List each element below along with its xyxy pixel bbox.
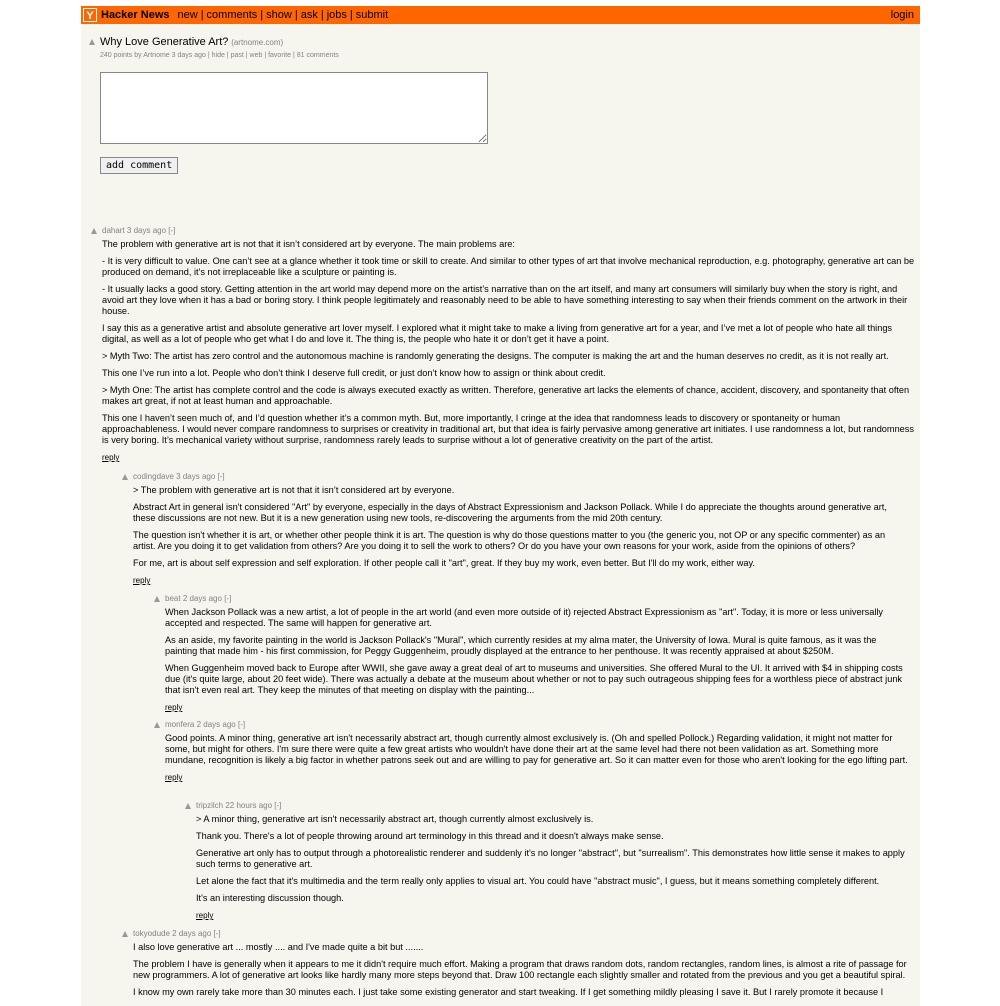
comment-text: When Guggenheim moved back to Europe after WWII, she gave away a great deal of art to museums and universities. She offered Mural to the UI. It arrived with $4 in shipping costs due (it's quite large, about 20 feet wide). There was actually a debate at the museum about whether or not to pay such outrageous shipping fees for a worthless piece of abstract junk that isn't even real art. They keep the minutes of that meeting on display with the painting... bbox=[165, 663, 903, 695]
collapse-toggle[interactable]: [-] bbox=[213, 929, 221, 938]
comment-age[interactable]: 3 days ago bbox=[126, 226, 167, 235]
comment-text: Abstract Art in general isn't considered "Art" by everyone, especially in the days of Abstract Expressionism and Jackson Pollack. While I do appreciate the thoughts around generative art, these discussions are not new. But it is a new generation using new tools, re-discovering the arguments from the mid 20th century. bbox=[133, 502, 887, 523]
story-user[interactable]: Artnome bbox=[143, 52, 170, 59]
reply-link[interactable]: reply bbox=[165, 703, 183, 712]
story-favorite[interactable]: favorite bbox=[268, 52, 292, 59]
comment-age[interactable]: 2 days ago bbox=[196, 720, 236, 729]
collapse-toggle[interactable]: [-] bbox=[237, 720, 246, 729]
comment-text: - It is very difficult to value. One can’t see at a glance whether it took time or skill to create. And similar to other types of art that involve mechanical reproduction, e.g. photography, generative art can be produced on demand, it’s not irreplaceable like a sculpture or painting is. bbox=[102, 256, 915, 277]
comment-text: As an aside, my favorite painting in the world is Jackson Pollack's "Mural", which currently resides at my alma mater, the University of Iowa. Mural is quite famous, as it was the painting that made him - his first commission, for Peggy Guggenheim, proudly displayed at the entrance to her penthouse. It was recently appraised at about $250M. bbox=[165, 635, 877, 656]
comment-user[interactable]: codingdave bbox=[133, 472, 174, 481]
comment bbox=[133, 471, 905, 586]
comment-head bbox=[133, 928, 911, 939]
nav-show[interactable]: show bbox=[266, 9, 292, 21]
y-logo-icon[interactable]: Y bbox=[83, 8, 97, 22]
comment-text: This one I haven’t seen much of, and I’d question whether it’s a common myth. But, more importantly, I cringe at the idea that randomness leads to discovery or spontaneity or human approachableness. I would never compare randomness to surprises or creativity in traditional art, but that idea is fairly pervasive among generative art initiates. I use randomness a lot, but randomness is very boring. It’s mechanical variety without surprise, randomness rarely leads to surprise without a lot of generative creativity on the part of the artist. bbox=[102, 413, 914, 445]
nav-links: new | comments | show | ask | jobs | submit bbox=[177, 9, 389, 21]
comment-text: - It usually lacks a good story. Getting attention in the art world may depend more on the artist’s narrative than on the art itself, and many art consumers will similarly buy when the story is right, and avoid art they love when it has a bad or boring story. I think people legitimately and reasonably need to be able to have something interesting to say when their friends comment on the artwork in their house. bbox=[102, 284, 908, 316]
comment-text: > A minor thing, generative art isn't necessarily abstract art, though currently almost exclusively is. bbox=[196, 814, 594, 824]
reply-link[interactable]: reply bbox=[196, 911, 214, 920]
nav-ask[interactable]: ask bbox=[300, 9, 318, 21]
comment-head bbox=[165, 593, 911, 604]
add-comment-button[interactable]: add comment bbox=[100, 157, 178, 174]
collapse-toggle[interactable]: [-] bbox=[217, 472, 225, 481]
comment-text: This one I’ve run into a lot. People who don’t think I deserve full credit, or just don’t know how to assign or think about credit. bbox=[102, 368, 606, 378]
comment-text: The problem I have is generally when it appears to me it didn't require much effort. Making a program that draws random dots, random rectangles, random lines, is almost a rite of passage for new programmers. A lot of generative art looks like hardly many more steps beyond that. Draw 100 rectangle each slightly smaller and rotated from the previous and you get a beautiful spiral. bbox=[133, 959, 907, 980]
upvote-arrow-icon[interactable] bbox=[122, 931, 128, 937]
story-hide[interactable]: hide bbox=[211, 52, 225, 59]
upvote-arrow-icon[interactable] bbox=[185, 803, 191, 809]
comment-text: > The problem with generative art is not that it isn’t considered art by everyone. bbox=[133, 485, 455, 495]
comment bbox=[196, 800, 911, 921]
story-age[interactable]: 3 days ago bbox=[171, 52, 206, 59]
upvote-arrow-icon[interactable] bbox=[89, 39, 95, 45]
comment-text: Generative art only has to output through a photorealistic renderer and suddenly it's no longer "abstract", but "surrealism". This demonstrates how little sense it makes to apply such terms to generative art. bbox=[196, 848, 905, 869]
upvote-arrow-icon[interactable] bbox=[91, 228, 97, 234]
comment-text: It's an interesting discussion though. bbox=[196, 893, 344, 903]
comment-text: Thank you. There's a lot of people throwing around art terminology in this thread and it doesn't always make sense. bbox=[196, 831, 664, 841]
upvote-arrow-icon[interactable] bbox=[154, 722, 160, 728]
upvote-arrow-icon[interactable] bbox=[154, 596, 160, 602]
comment-text: Let alone the fact that it's multimedia and the term really only applies to visual art. You could have "abstract music", I guess, but it means something completely different. bbox=[196, 876, 880, 886]
comment-age[interactable]: 2 days ago bbox=[182, 594, 222, 603]
collapse-toggle[interactable]: [-] bbox=[274, 801, 282, 810]
nav-submit[interactable]: submit bbox=[355, 9, 389, 21]
comment-text: > Myth One: The artist has complete control and the code is always executed exactly as written. Therefore, generative art lacks the elements of chance, accident, discovery, and spontaneity that often makes art great, if not at least human and approachable. bbox=[102, 385, 910, 406]
comment-text: The question isn't whether it is art, or whether other people think it is art. The question is why do those questions matter to you (the generic you, not OP or any specific commenter) as an artist. Are you doing it to get validation from others? Are you doing it to sell the work to others? Or do you have your own reasons for your work, aside from the opinions of others? bbox=[133, 530, 886, 551]
comment-user[interactable]: dahart bbox=[102, 226, 125, 235]
nav-comments[interactable]: comments bbox=[206, 9, 258, 21]
story-past[interactable]: past bbox=[230, 52, 244, 59]
comment-age[interactable]: 3 days ago bbox=[176, 472, 216, 481]
comment-head bbox=[102, 225, 915, 236]
comment-head bbox=[196, 800, 911, 811]
story bbox=[81, 24, 920, 59]
story-subtext: 240 points by Artnome 3 days ago | hide | past | web | favorite | 81 comments bbox=[100, 52, 339, 59]
comment-age[interactable]: 22 hours ago bbox=[225, 801, 273, 810]
collapse-toggle[interactable]: [-] bbox=[168, 226, 176, 235]
comment-text: For me, art is about self expression and self exploration. If other people call it "art", great. If they buy my work, even better. But I'll do my work, either way. bbox=[133, 558, 755, 568]
nav-jobs[interactable]: jobs bbox=[326, 9, 347, 21]
story-site[interactable]: (artnome.com) bbox=[231, 38, 284, 47]
comment-user[interactable]: tripzilch bbox=[196, 801, 224, 810]
comment-text: When Jackson Pollack was a new artist, a lot of people in the art world (and even more outside of it) rejected Abstract Expressionism as "art". Today, it is more or less universally accepted and respected. The same will happen for generative art. bbox=[165, 607, 884, 628]
comment bbox=[165, 593, 911, 713]
comment bbox=[165, 719, 911, 783]
comment-text: I know my own rarely take more than 30 minutes each. I just take some existing generator and start tweaking. If I get something mildly pleasing I save it. But I rarely promote it because I bbox=[133, 987, 884, 997]
comment-text: I say this as a generative artist and absolute generative art lover myself. I explored what it might take to make a living from generative art for a year, and I’ve met a lot of people who hate all things digital, as well as a lot of people who get what I do and love it. The thing is, the people who hate it or don’t get it have a point. bbox=[102, 323, 893, 344]
comment-text: Good points. A minor thing, generative art isn't necessarily abstract art, though currently almost exclusively is. (Oh and spelled Pollock.) Regarding validation, it might not matter for some, but might for others. I'm sure there were quite a few great artists who wouldn't have done their art at the same level had there not been validation as art. Something more mundane, recognition is likely a big factor in whether patrons seek out and are willing to pay for generative art. So it can matter even for those who aren't looking for the ego lifting part. bbox=[165, 733, 908, 765]
collapse-toggle[interactable]: [-] bbox=[224, 594, 232, 603]
comment bbox=[102, 225, 915, 463]
story-by: by bbox=[134, 52, 142, 59]
comment-user[interactable]: beat bbox=[165, 594, 181, 603]
comment-textarea[interactable] bbox=[100, 72, 488, 144]
site-name[interactable]: Hacker News bbox=[101, 9, 170, 21]
comment-head bbox=[133, 471, 905, 482]
comment-user[interactable]: monfera bbox=[165, 720, 195, 729]
story-points: 240 points bbox=[100, 52, 133, 59]
comment-user[interactable]: tokyodude bbox=[133, 929, 170, 938]
story-web[interactable]: web bbox=[249, 52, 263, 59]
comment-age[interactable]: 2 days ago bbox=[172, 929, 212, 938]
comment-head bbox=[165, 719, 911, 730]
login-link[interactable]: login bbox=[890, 9, 914, 21]
reply-link[interactable]: reply bbox=[165, 773, 183, 782]
top-bar bbox=[81, 6, 920, 24]
comment-text: I also love generative art ... mostly .... and I've made quite a bit but ....... bbox=[133, 942, 424, 952]
reply-link[interactable]: reply bbox=[133, 576, 151, 585]
story-comments-count[interactable]: 81 comments bbox=[296, 52, 339, 59]
nav-new[interactable]: new bbox=[177, 9, 198, 21]
reply-link[interactable]: reply bbox=[102, 453, 120, 462]
comment bbox=[133, 928, 911, 1004]
comment-text: > Myth Two: The artist has zero control and the autonomous machine is randomly generating the designs. The computer is making the art and the human deserves no credit, as it is not really art. bbox=[102, 351, 889, 361]
comment-text: The problem with generative art is not that it isn’t considered art by everyone. The main problems are: bbox=[102, 239, 515, 249]
upvote-arrow-icon[interactable] bbox=[122, 474, 128, 480]
story-title[interactable]: Why Love Generative Art? bbox=[100, 36, 229, 48]
page-container bbox=[81, 6, 920, 1006]
